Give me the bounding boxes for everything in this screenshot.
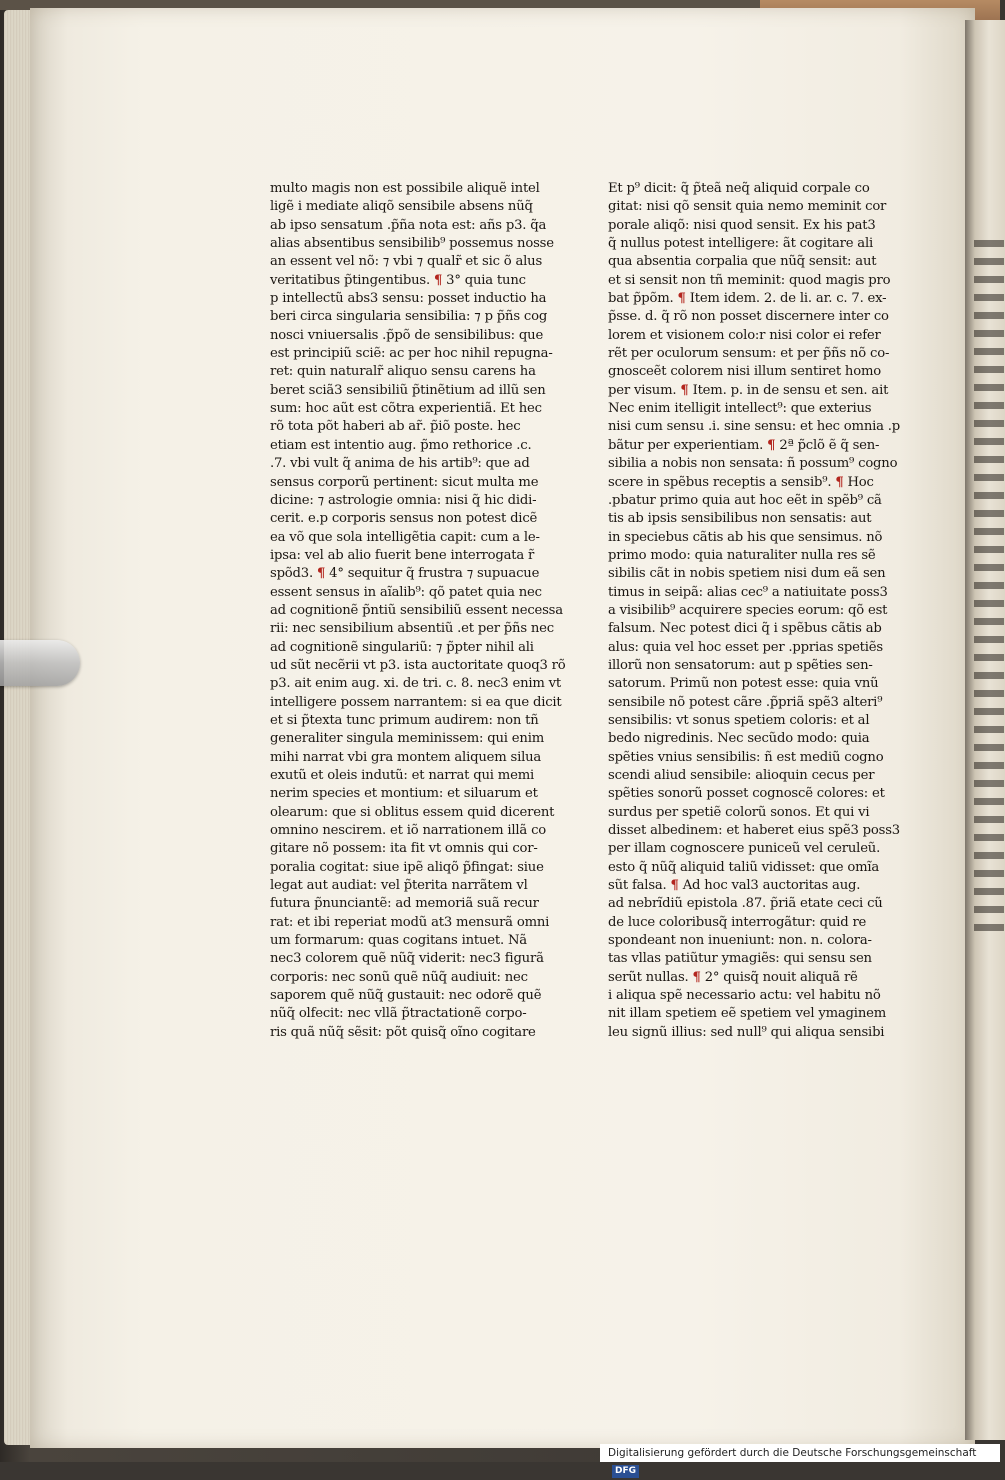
text-line: sũt falsa. ¶ Ad hoc val3 auctoritas aug. [608,878,861,894]
text-line: ab ipso sensatum .p̃ña nota est: añs p3. q̃a [270,217,547,233]
text-line: spẽties vnius sensibilis: ñ est mediũ cogno [608,749,884,765]
text-line: cerit. e.p corporis sensus non potest dicẽ [270,511,538,527]
text-line: p intellectũ abs3 sensu: posset inductio ha [270,291,547,307]
text-line: disset albedinem: et haberet eius spẽ3 poss3 [608,823,900,839]
text-line: nosci vniuersalis .p̃põ de sensibilibus: que [270,327,544,343]
text-line: futura p̃nunciantẽ: ad memoriã suã recur [270,896,539,912]
text-line: intelligere possem narrantem: si ea que dicit [270,694,562,710]
text-line: ret: quin naturalr̃ aliquo sensu carens ha [270,364,536,380]
text-line: ligẽ i mediate aliqõ sensibile absens nũq̃ [270,199,533,215]
text-line: gitat: nisi qõ sensit quia nemo meminit cor [608,199,887,215]
text-line: nerim species et montium: et siluarum et [270,786,538,802]
text-line: p3. ait enim aug. xi. de tri. c. 8. nec3 enim vt [270,676,562,692]
text-line: ipsa: vel ab alio fuerit bene interrogata r̃ [270,547,535,563]
text-line: ea võ que sola intelligẽtia capit: cum a le- [270,529,540,545]
text-line: um formarum: quas cogitans intuet. Nã [270,933,527,949]
text-line: rii: nec sensibilium absentiũ .et per p̃ñs nec [270,621,554,637]
text-line: olearum: que si oblitus essem quid dicerent [270,804,555,820]
text-line: bat p̃põm. ¶ Item idem. 2. de li. ar. c. 7. ex- [608,291,887,307]
text-line: satorum. Primũ non potest esse: quia vnũ [608,676,879,692]
text-line: qua absentia corpalia que nũq̃ sensit: aut [608,254,877,270]
text-line: sensibilis: vt sonus spetiem coloris: et al [608,712,870,728]
text-line: saporem quẽ nũq̃ gustauit: nec odorẽ quẽ [270,988,542,1004]
text-line: beret sciã3 sensibiliũ p̃tinẽtium ad illũ sen [270,382,546,398]
text-line: nisi cum sensu .i. sine sensu: et hec omnia .p [608,419,901,435]
text-line: gnosceẽt colorem nisi illum sentiret homo [608,364,882,380]
text-line: sum: hoc aũt est cõtra experientiã. Et hec [270,401,542,417]
text-line: illorũ non sensatorum: aut p spẽties sen- [608,657,873,673]
text-line: ris quã nũq̃ sẽsit: põt quisq̃ oĩno cogitare [270,1024,536,1040]
text-line: .pbatur primo quia aut hoc eẽt in spẽb⁹ cã [608,492,882,508]
text-line: a visibilib⁹ acquirere species eorum: qõ est [608,602,888,618]
text-column-left [270,180,575,1042]
text-line: dicine: ⁊ astrologie omnia: nisi q̃ hic didi- [270,492,537,508]
text-line: alus: quia vel hoc esset per .pprias spetiẽs [608,639,883,655]
text-line: corporis: nec sonũ quẽ nũq̃ audiuit: nec [270,969,528,985]
text-line: exutũ et oleis indutũ: et narrat qui memi [270,768,535,783]
text-line: p̃sse. d. q̃ rõ non posset discernere inter co [608,309,889,325]
text-line: per visum. ¶ Item. p. in de sensu et sen. ait [608,382,889,398]
text-line: esto q̃ nũq̃ aliquid taliũ vidisset: que omĩa [608,859,880,875]
text-line: poralia cogitat: siue ipẽ aliqõ p̃fingat: siue [270,859,544,875]
text-line: ud sũt necẽrii vt p3. ista auctoritate quoq3 rõ [270,657,566,673]
text-line: an essent vel nõ: ⁊ vbi ⁊ qualr̃ et sic õ alus [270,254,543,270]
text-line: etiam est intentio aug. p̃mo rethorice .c. [270,437,532,453]
text-line: in speciebus cãtis ab his que sensimus. nõ [608,529,883,545]
text-line: leu signũ illius: sed null⁹ qui aliqua sensibi [608,1024,885,1040]
text-line: spondeant non inueniunt: non. n. colora- [608,933,872,949]
text-line: et si p̃texta tunc primum audirem: non tñ [270,712,539,728]
text-line: nec3 colorem quẽ nũq̃ viderit: nec3 figurã [270,951,544,967]
text-line: Et p⁹ dicit: q̃ p̃teã neq̃ aliquid corpale co [608,181,870,196]
text-line: lorem et visionem colo:r nisi color ei refer [608,327,881,343]
text-line: rat: et ibi reperiat modũ at3 mensurã omni [270,914,550,930]
text-line: mihi narrat vbi gra montem aliquem silua [270,749,542,765]
facing-page-text [974,240,1004,940]
text-line: porale aliqõ: nisi quod sensit. Ex his pat3 [608,217,876,233]
text-line: .7. vbi vult q̃ anima de his artib⁹: que ad [270,456,530,472]
text-line: et si sensit non tñ meminit: quod magis pro [608,272,891,288]
text-line: falsum. Nec potest dici q̃ i spẽbus cãtis ab [608,621,882,637]
text-line: q̃ nullus potest intelligere: ãt cogitare ali [608,236,874,252]
text-line: serũt nullas. ¶ 2° quisq̃ nouit aliquã rẽ [608,969,858,985]
page-clip [0,640,80,686]
text-line: rõ tota põt haberi ab ar̃. p̃iõ poste. hec [270,419,521,435]
text-line: timus in seipã: alias cec⁹ a natiuitate poss3 [608,584,888,600]
text-line: ad cognitionẽ singulariũ: ⁊ p̃pter nihil ali [270,639,534,655]
text-line: de luce coloribusq̃ interrogãtur: quid re [608,914,867,930]
text-line: tis ab ipsis sensibilibus non sensatis: aut [608,511,872,527]
text-line: nũq̃ olfecit: nec vllã p̃tractationẽ corpo- [270,1006,527,1022]
text-line: ad cognitionẽ p̃ntiũ sensibiliũ essent necessa [270,602,563,618]
text-line: spẽties sonorũ posset cognoscẽ colores: et [608,786,885,802]
text-line: sibilis cãt in nobis spetiem nisi dum eã sen [608,566,886,582]
text-line: alias absentibus sensibilib⁹ possemus nosse [270,236,554,252]
text-line: primo modo: quia naturaliter nulla res sẽ [608,547,876,563]
text-line: bãtur per experientiam. ¶ 2ª p̃clõ ẽ q̃ sen- [608,437,880,453]
text-line: scendi aliud sensibile: alioquin cecus per [608,768,875,783]
text-line: legat aut audiat: vel p̃terita narrãtem vl [270,878,528,894]
text-line: gitare nõ possem: ita fit vt omnis qui cor- [270,841,538,857]
digitization-credit [600,1444,1000,1476]
text-line: est principiũ sciẽ: ac per hoc nihil repugna- [270,346,553,362]
text-line: omnino nescirem. et iõ narrationem illã co [270,823,547,839]
text-line: generaliter singula meminissem: qui enim [270,731,545,747]
text-line: tas vllas patiũtur ymagiẽs: qui sensu sen [608,951,872,967]
text-line: sibilia a nobis non sensata: ñ possum⁹ cogno [608,456,898,472]
text-line: Nec enim itelligit intellect⁹: que exterius [608,401,872,417]
text-line: ad nebrĩdiũ epistola .87. p̃riã etate ceci cũ [608,896,883,912]
text-column-right [608,180,913,1042]
text-line: spõd3. ¶ 4° sequitur q̃ frustra ⁊ supuacue [270,566,540,582]
text-line: sensibile nõ potest cãre .p̃priã spẽ3 alteri⁹ [608,694,883,710]
text-line: bedo nigredinis. Nec secũdo modo: quia [608,731,870,747]
dfg-logo: DFG [612,1465,639,1478]
credit-text: Digitalisierung gefördert durch die Deutsche Forschungsgemeinschaft [608,1447,977,1459]
text-line: multo magis non est possibile aliquẽ intel [270,181,540,196]
text-line: beri circa singularia sensibilia: ⁊ p p̃ñs cog [270,309,548,325]
text-line: rẽt per oculorum sensum: et per p̃ñs nõ co- [608,346,890,362]
text-line: i aliqua spẽ necessario actu: vel habitu nõ [608,988,881,1004]
text-line: sensus corporũ pertinent: sicut multa me [270,474,539,490]
text-line: nit illam spetiem eẽ spetiem vel ymaginem [608,1006,887,1022]
text-line: per illam cognoscere puniceũ vel ceruleũ. [608,841,881,857]
text-line: surdus per spetiẽ colorũ sonos. Et qui vi [608,804,870,820]
text-line: scere in spẽbus receptis a sensib⁹. ¶ Hoc [608,474,874,490]
text-line: essent sensus in aĩalib⁹: qõ patet quia nec [270,584,542,600]
text-line: veritatibus p̃tingentibus. ¶ 3° quia tunc [270,272,526,288]
